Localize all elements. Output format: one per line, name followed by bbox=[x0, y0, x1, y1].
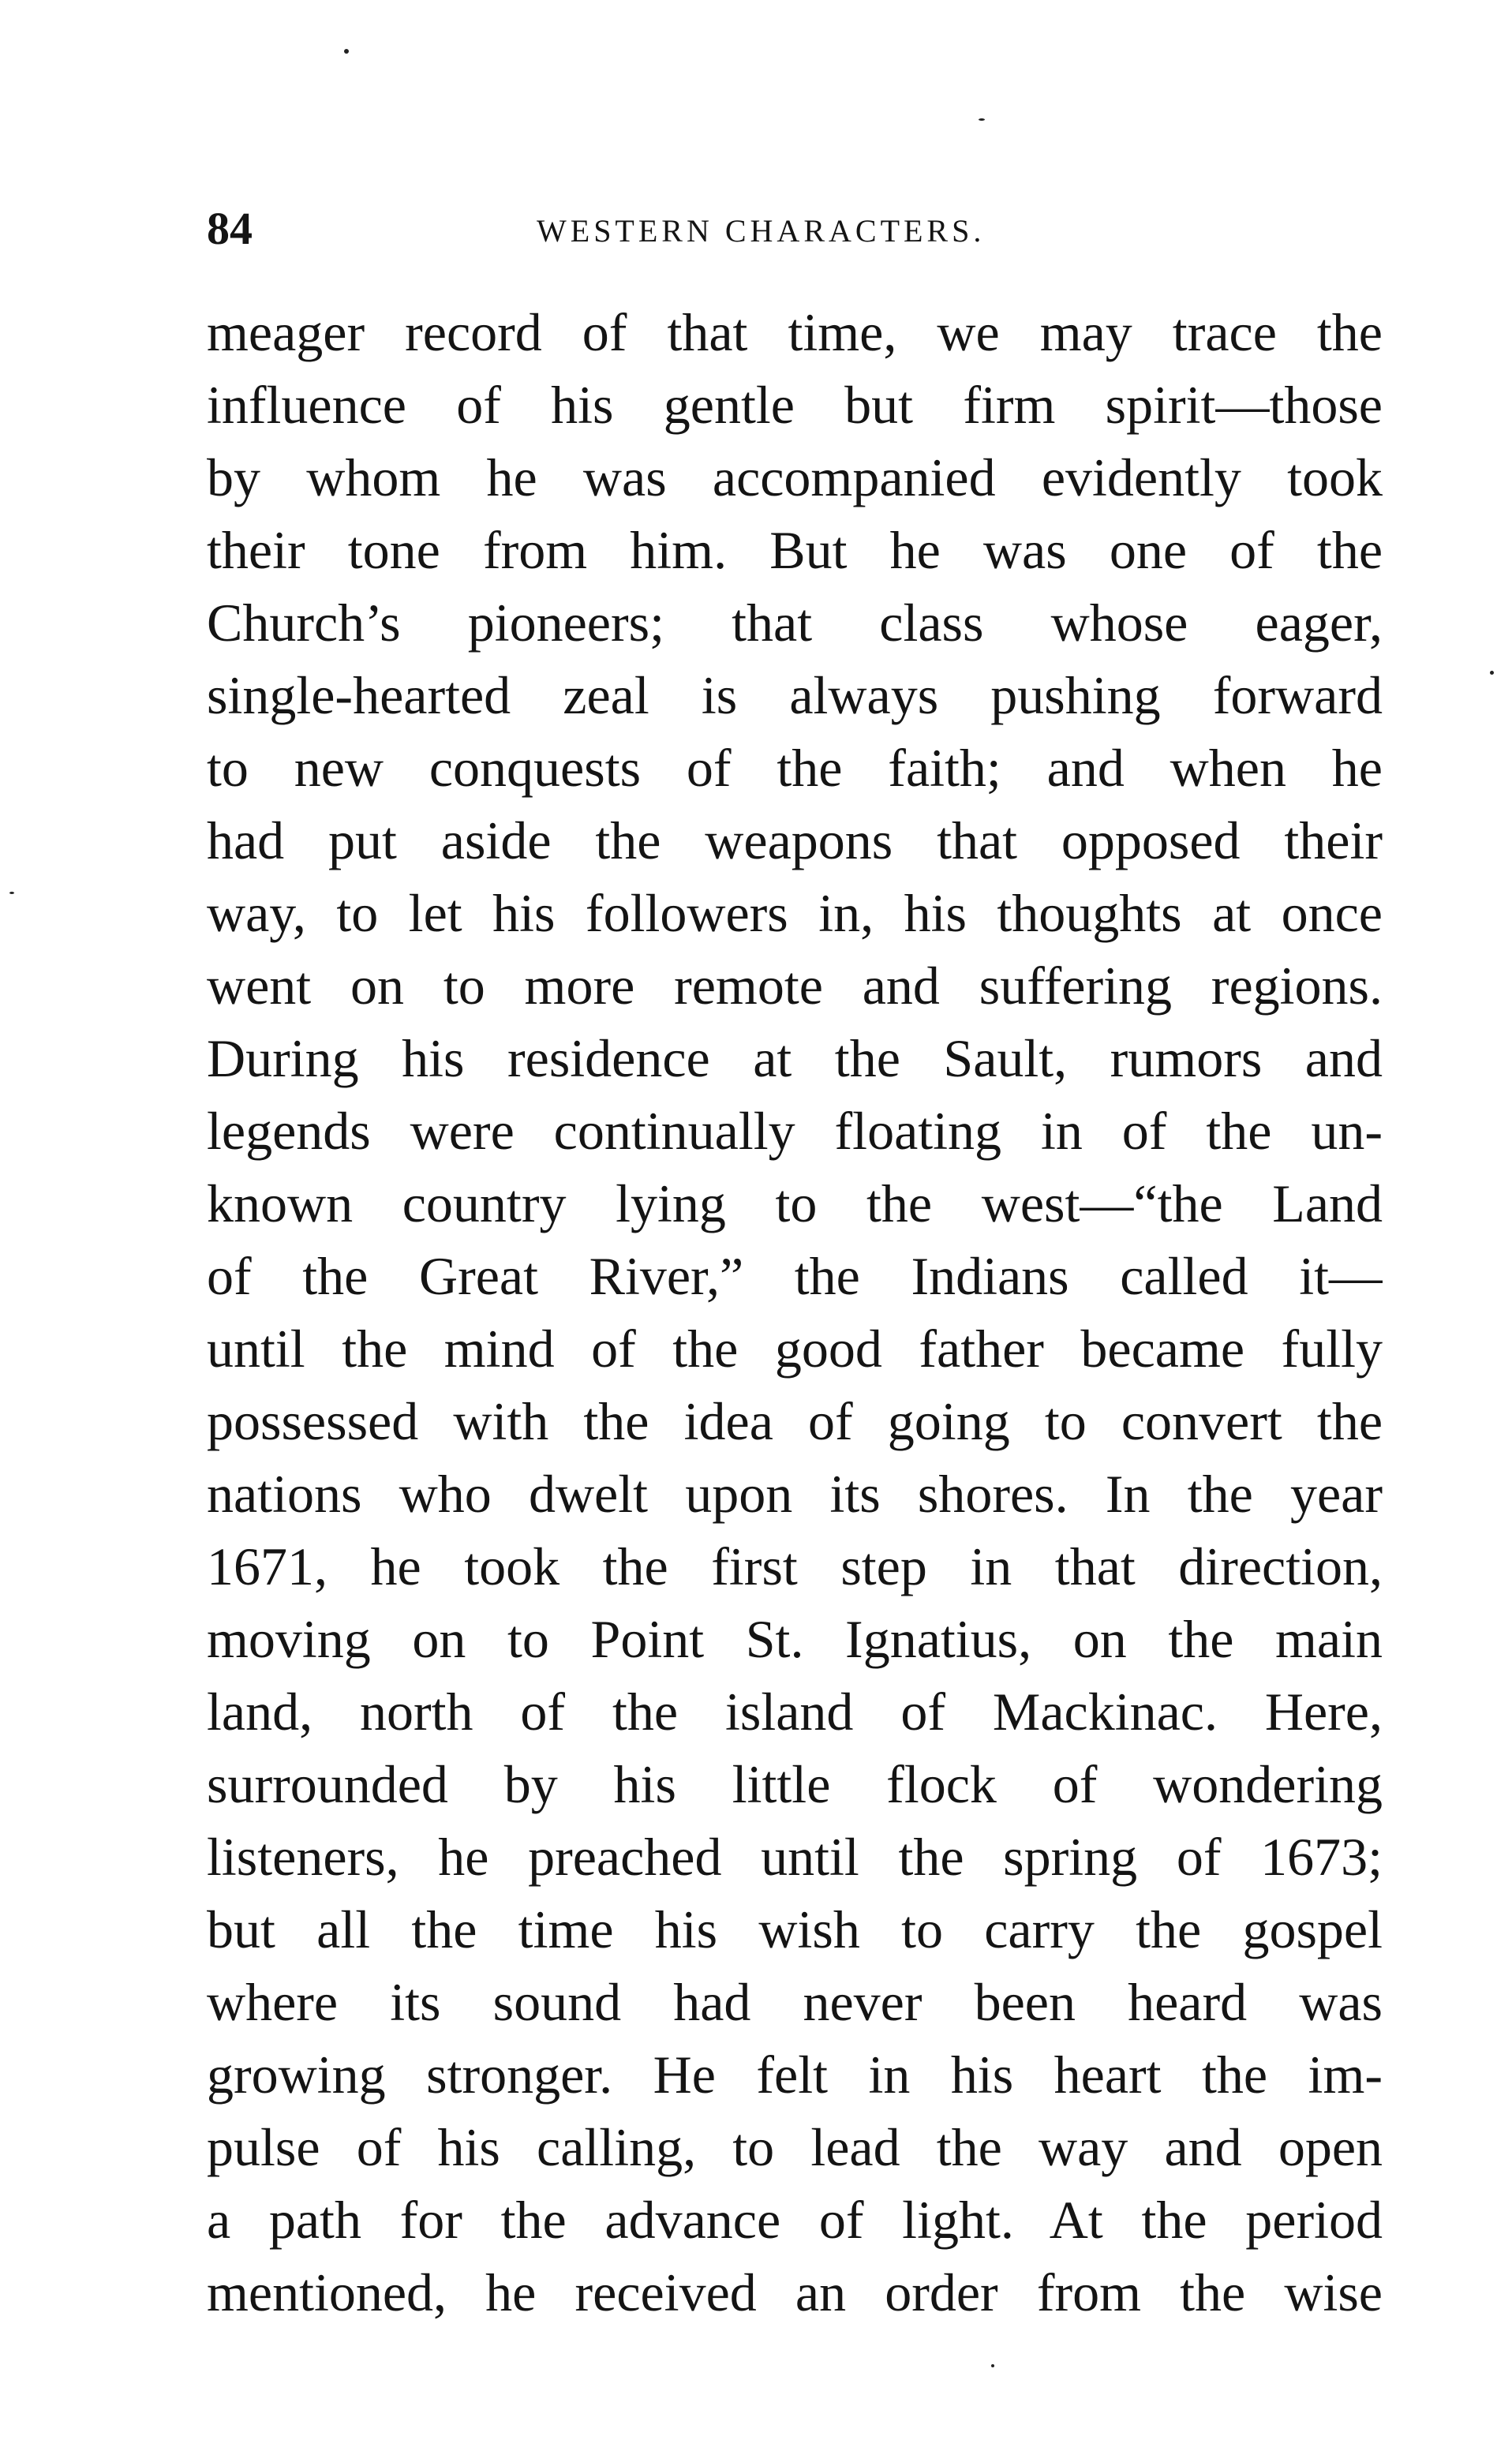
text-line: nations who dwelt upon its shores. In the year bbox=[207, 1464, 1383, 1524]
text-line: Church’s pioneers; that class whose eager, bbox=[207, 593, 1383, 653]
scan-speck bbox=[9, 892, 14, 894]
text-line: During his residence at the Sault, rumors and bbox=[207, 1028, 1383, 1088]
text-line: way, to let his followers in, his thoughts at once bbox=[207, 883, 1383, 943]
scan-speck bbox=[344, 49, 349, 54]
text-line: known country lying to the west—“the Land bbox=[207, 1173, 1383, 1233]
text-line: where its sound had never been heard was bbox=[207, 1972, 1383, 2032]
text-line: surrounded by his little flock of wondering bbox=[207, 1754, 1383, 1814]
text-line: possessed with the idea of going to convert the bbox=[207, 1391, 1383, 1451]
text-line: moving on to Point St. Ignatius, on the main bbox=[207, 1609, 1383, 1669]
running-title: WESTERN CHARACTERS. bbox=[537, 213, 986, 249]
text-line: to new conquests of the faith; and when he bbox=[207, 738, 1383, 798]
scan-speck bbox=[991, 2364, 994, 2367]
page-number: 84 bbox=[207, 203, 253, 254]
text-line: pulse of his calling, to lead the way and open bbox=[207, 2117, 1383, 2177]
text-line: influence of his gentle but firm spirit—those bbox=[207, 375, 1383, 435]
text-line: 1671, he took the first step in that direction, bbox=[207, 1536, 1383, 1596]
scan-speck bbox=[979, 118, 985, 121]
text-line: listeners, he preached until the spring of 1673; bbox=[207, 1827, 1383, 1887]
text-line: legends were continually floating in of the un- bbox=[207, 1101, 1383, 1161]
text-line: growing stronger. He felt in his heart the im- bbox=[207, 2045, 1383, 2105]
text-line: meager record of that time, we may trace the bbox=[207, 302, 1383, 362]
text-line: land, north of the island of Mackinac. Here, bbox=[207, 1682, 1383, 1742]
text-line: their tone from him. But he was one of the bbox=[207, 520, 1383, 580]
text-line: but all the time his wish to carry the gospel bbox=[207, 1899, 1383, 1959]
text-line: had put aside the weapons that opposed their bbox=[207, 810, 1383, 870]
text-line: a path for the advance of light. At the period bbox=[207, 2190, 1383, 2250]
text-line: until the mind of the good father became fully bbox=[207, 1319, 1383, 1379]
page-header bbox=[207, 197, 1383, 260]
text-line: single-hearted zeal is always pushing forward bbox=[207, 665, 1383, 725]
body-text bbox=[207, 296, 1383, 2329]
text-line: went on to more remote and suffering regions. bbox=[207, 956, 1383, 1016]
text-line: by whom he was accompanied evidently took bbox=[207, 447, 1383, 507]
scan-speck bbox=[1490, 671, 1494, 675]
text-line: mentioned, he received an order from the wise bbox=[207, 2262, 1383, 2322]
text-line: of the Great River,” the Indians called it— bbox=[207, 1246, 1383, 1306]
